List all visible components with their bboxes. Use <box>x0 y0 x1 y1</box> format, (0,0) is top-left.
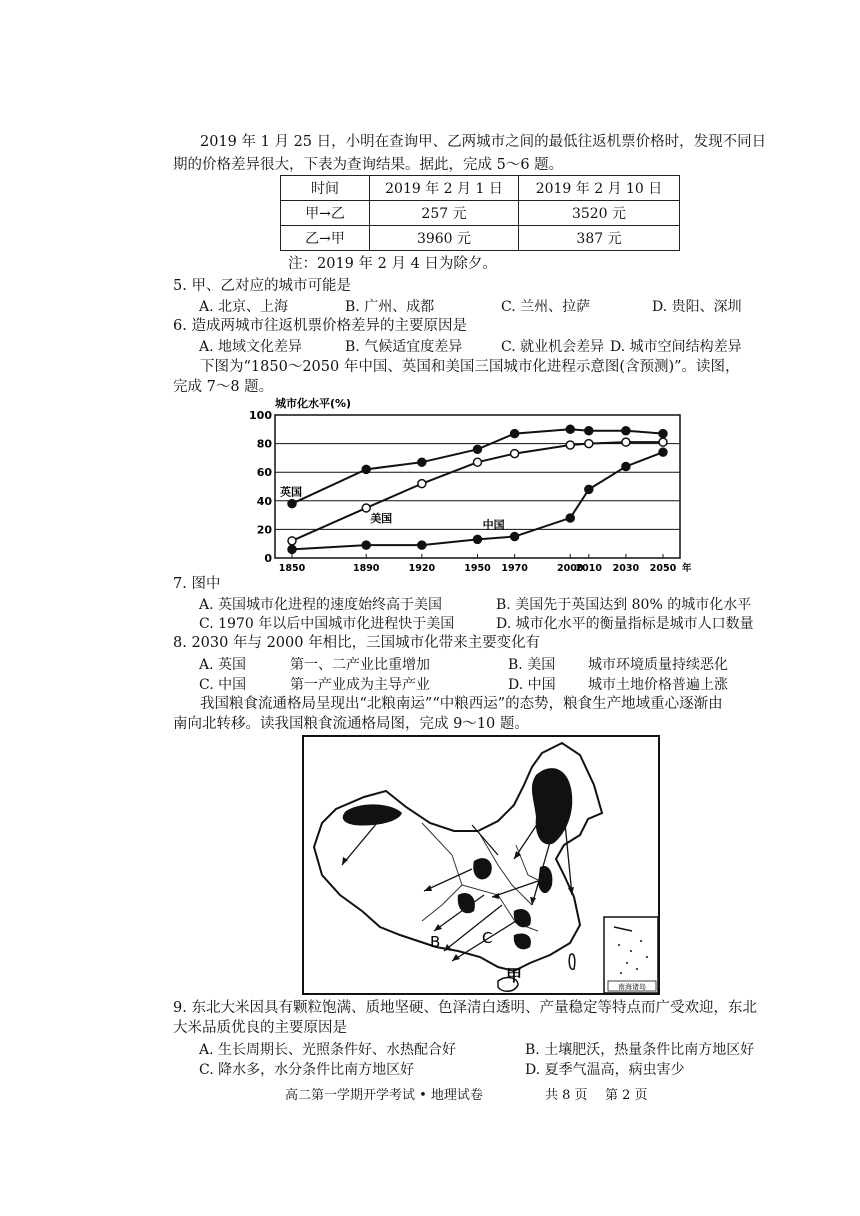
chart-y-tick-label: 20 <box>256 523 272 537</box>
chart-y-tick-label: 0 <box>264 552 272 565</box>
chart-x-ticks <box>279 554 692 574</box>
q8-option-c-country: C. 中国 <box>199 677 247 693</box>
chart-series-line <box>292 442 663 541</box>
footer-exam: 高二第一学期开学考试 • 地理试卷 <box>285 1088 483 1103</box>
q8-option-c-change: 第一产业成为主导产业 <box>290 677 430 693</box>
q9-option-d: D. 夏季气温高，病虫害少 <box>525 1062 685 1078</box>
chart-data-point <box>362 541 370 549</box>
q5-option-a: A. 北京、上海 <box>199 299 289 315</box>
table-row <box>281 176 680 201</box>
map-label-jia: 甲 <box>506 966 523 985</box>
chart-data-point <box>474 535 482 543</box>
chart-data-point <box>511 533 519 541</box>
q5-option-c: C. 兰州、拉萨 <box>501 299 591 315</box>
q8-option-a-change: 第一、二产业比重增加 <box>290 657 430 673</box>
chart-data-point <box>362 504 370 512</box>
q6-option-a: A. 地域文化差异 <box>199 339 303 355</box>
q8-option-d-change: 城市土地价格普遍上涨 <box>588 677 728 693</box>
table-row <box>281 226 680 251</box>
chart-data-point <box>585 427 593 435</box>
q9-option-a: A. 生长周期长、光照条件好、水热配合好 <box>199 1042 457 1058</box>
q5-stem: 5. 甲、乙对应的城市可能是 <box>173 278 351 294</box>
chart-series-labels <box>280 485 505 532</box>
chart-data-point <box>474 445 482 453</box>
map-label-c: C <box>482 929 493 947</box>
chart-data-point <box>566 425 574 433</box>
table-header-cell: 时间 <box>281 176 370 201</box>
chart-x-tick-label: 1970 <box>501 563 528 574</box>
chart-data-point <box>566 441 574 449</box>
chart-series-label: 中国 <box>482 518 505 532</box>
footer-total: 共 8 页 <box>545 1088 588 1103</box>
chart-y-axis-label: 城市化水平(%) <box>275 397 352 410</box>
table-cell: 257 元 <box>370 201 519 226</box>
chart-data-point <box>418 480 426 488</box>
grain-flow-map <box>302 735 660 995</box>
chart-series <box>288 425 667 553</box>
urbanization-chart <box>249 395 700 580</box>
inset-label: 南海诸岛 <box>618 983 646 991</box>
q7-stem: 7. 图中 <box>173 576 221 592</box>
chart-data-point <box>659 430 667 438</box>
chart-y-tick-label: 80 <box>256 437 272 451</box>
table-cell: 3960 元 <box>370 226 519 251</box>
chart-x-tick-label: 2030 <box>612 563 640 574</box>
table-cell: 387 元 <box>519 226 680 251</box>
chart-series-label: 英国 <box>280 485 302 499</box>
fare-table <box>280 175 680 251</box>
chart-data-point <box>474 458 482 466</box>
q6-option-d: D. 城市空间结构差异 <box>610 339 742 355</box>
intro-9-10-line2: 南向北转移。读我国粮食流通格局图，完成 9～10 题。 <box>173 716 529 732</box>
q8-option-d-country: D. 中国 <box>508 677 556 693</box>
chart-data-point <box>418 541 426 549</box>
chart-x-tick-label: 2050 <box>649 563 677 574</box>
q6-option-b: B. 气候适宜度差异 <box>345 339 463 355</box>
q8-stem: 8. 2030 年与 2000 年相比，三国城市化带来主要变化有 <box>173 635 541 651</box>
chart-y-ticks <box>249 409 272 565</box>
chart-data-point <box>566 514 574 522</box>
table-row <box>281 201 680 226</box>
q9-option-b: B. 土壤肥沃，热量条件比南方地区好 <box>525 1042 755 1058</box>
chart-y-tick-label: 100 <box>249 409 272 422</box>
map-label-b: B <box>430 933 441 951</box>
table-header-cell: 2019 年 2 月 10 日 <box>519 176 680 201</box>
q5-option-b: B. 广州、成都 <box>345 299 435 315</box>
chart-data-point <box>659 448 667 456</box>
chart-data-point <box>585 440 593 448</box>
taiwan-island <box>569 954 575 969</box>
chart-x-axis-suffix: 年 <box>682 563 692 574</box>
chart-x-tick-label: 1920 <box>408 563 436 574</box>
chart-x-tick-label: 2000 <box>557 563 584 574</box>
table-cell: 3520 元 <box>519 201 680 226</box>
q7-option-d: D. 城市化水平的衡量指标是城市人口数量 <box>496 616 754 632</box>
chart-x-tick-label: 2010 <box>575 563 603 574</box>
q5-option-d: D. 贵阳、深圳 <box>652 299 742 315</box>
chart-data-point <box>511 450 519 458</box>
q8-option-b-country: B. 美国 <box>508 657 556 673</box>
chart-data-point <box>362 465 370 473</box>
table-cell: 乙→甲 <box>281 226 370 251</box>
q6-stem: 6. 造成两城市往返机票价格差异的主要原因是 <box>173 318 467 334</box>
q9-stem-line2: 大米品质优良的主要原因是 <box>173 1020 347 1036</box>
table-header-cell: 2019 年 2 月 1 日 <box>370 176 519 201</box>
intro-7-8-line2: 完成 7～8 题。 <box>173 379 274 395</box>
intro-5-6-line1: 2019 年 1 月 25 日，小明在查询甲、乙两城市之间的最低往返机票价格时，发现不同日 <box>200 134 767 150</box>
jiangsu-grain-region <box>538 866 552 893</box>
q6-option-c: C. 就业机会差异 <box>501 339 605 355</box>
chart-data-point <box>622 438 630 446</box>
q9-stem-line1: 9. 东北大米因具有颗粒饱满、质地坚硬、色泽清白透明、产量稳定等特点而广受欢迎，东北 <box>173 1000 757 1016</box>
intro-5-6-line2: 期的价格差异很大，下表为查询结果。据此，完成 5～6 题。 <box>173 157 564 173</box>
chart-data-point <box>288 500 296 508</box>
chart-data-point <box>659 438 667 446</box>
footer-page: 第 2 页 <box>605 1088 648 1103</box>
chart-data-point <box>288 545 296 553</box>
q7-option-a: A. 英国城市化进程的速度始终高于美国 <box>199 597 443 613</box>
chart-y-tick-label: 40 <box>256 494 272 508</box>
chart-x-tick-label: 1890 <box>352 563 380 574</box>
q8-option-a-country: A. 英国 <box>199 657 247 673</box>
chart-data-point <box>622 427 630 435</box>
chart-x-tick-label: 1950 <box>464 563 491 574</box>
table-note: 注：2019 年 2 月 4 日为除夕。 <box>288 256 497 272</box>
chart-data-point <box>585 485 593 493</box>
intro-9-10-line1: 我国粮食流通格局呈现出“北粮南运”“中粮西运”的态势，粮食生产地域重心逐渐由 <box>200 696 723 712</box>
chart-y-tick-label: 60 <box>256 466 272 480</box>
q7-option-c: C. 1970 年以后中国城市化进程快于美国 <box>199 616 455 632</box>
chart-x-tick-label: 1850 <box>278 563 306 574</box>
intro-7-8-line1: 下图为“1850～2050 年中国、英国和美国三国城市化进程示意图(含预测)”。读图， <box>200 359 740 375</box>
chart-series-label: 美国 <box>370 511 393 525</box>
chart-data-point <box>511 430 519 438</box>
q8-option-b-change: 城市环境质量持续恶化 <box>588 657 728 673</box>
chart-data-point <box>288 537 296 545</box>
q9-option-c: C. 降水多，水分条件比南方地区好 <box>199 1062 415 1078</box>
table-cell: 甲→乙 <box>281 201 370 226</box>
q7-option-b: B. 美国先于英国达到 80% 的城市化水平 <box>496 597 752 613</box>
chart-data-point <box>418 458 426 466</box>
chart-data-point <box>622 462 630 470</box>
